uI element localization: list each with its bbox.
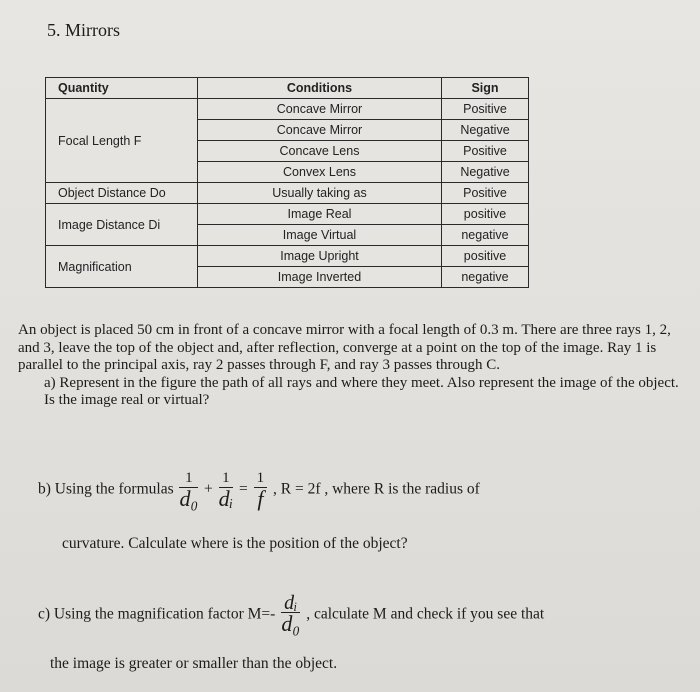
sign-cell: Negative (442, 120, 529, 141)
condition-cell: Concave Lens (198, 141, 442, 162)
condition-cell: Convex Lens (198, 162, 442, 183)
question-b-line2: curvature. Calculate where is the position of the object? (62, 535, 408, 552)
page-title: 5. Mirrors (47, 20, 120, 40)
table-row (46, 204, 529, 225)
sign-cell: Negative (442, 162, 529, 183)
header-sign: Sign (442, 78, 529, 99)
problem-intro: An object is placed 50 cm in front of a concave mirror with a focal length of 0.3 m. There are three rays 1, 2, and 3, leave the top of the object and, after reflection, converge at a point on the top of the image. Ray 1 is parallel to the principal axis, ray 2 passes through F, and ray 3 passes through C. (18, 322, 671, 373)
question-a: a) Represent in the figure the path of all rays and where they meet. Also represent the image of the object. Is the image real or virtual? (44, 374, 679, 408)
condition-cell: Concave Mirror (198, 99, 442, 120)
question-c-line2: the image is greater or smaller than the object. (50, 655, 338, 672)
question-b (38, 470, 480, 510)
fraction-one-over-f: $\frac{1}{f}$ (254, 470, 268, 510)
equals-sign: = (239, 480, 248, 498)
question-b-prefix: b) Using the formulas (38, 480, 174, 498)
fraction-di-over-do: $\frac{\text{dᵢ}}{\text{d₀}}$ (281, 592, 301, 636)
sign-cell: Positive (442, 99, 529, 120)
condition-cell: Image Virtual (198, 225, 442, 246)
header-conditions: Conditions (198, 78, 442, 99)
condition-cell: Image Inverted (198, 267, 442, 288)
quantity-magnification: Magnification (46, 246, 198, 288)
table-row (46, 99, 529, 120)
sign-cell: negative (442, 225, 529, 246)
fraction-one-over-di: $\frac{1}{\text{dᵢ}}$ (218, 470, 234, 511)
fraction-one-over-do: $\frac{1}{\text{d₀}}$ (179, 470, 199, 511)
plus-sign: + (204, 480, 213, 498)
sign-cell: Positive (442, 183, 529, 204)
question-b-suffix: , R = 2f , where R is the radius of (273, 480, 480, 498)
condition-cell: Image Upright (198, 246, 442, 267)
sign-cell: Positive (442, 141, 529, 162)
condition-cell: Image Real (198, 204, 442, 225)
question-c-suffix: , calculate M and check if you see that (306, 605, 545, 623)
sign-cell: positive (442, 246, 529, 267)
table-row (46, 246, 529, 267)
quantity-focal-length: Focal Length F (46, 99, 198, 183)
header-quantity: Quantity (46, 78, 198, 99)
table-header-row (46, 78, 529, 99)
problem-text (18, 322, 690, 410)
quantity-object-distance: Object Distance Do (46, 183, 198, 204)
sign-convention-table (45, 77, 529, 288)
question-c-prefix: c) Using the magnification factor M=- (38, 605, 276, 623)
question-c (38, 592, 545, 636)
quantity-image-distance: Image Distance Di (46, 204, 198, 246)
sign-cell: positive (442, 204, 529, 225)
table-row (46, 183, 529, 204)
condition-cell: Usually taking as (198, 183, 442, 204)
condition-cell: Concave Mirror (198, 120, 442, 141)
sign-cell: negative (442, 267, 529, 288)
